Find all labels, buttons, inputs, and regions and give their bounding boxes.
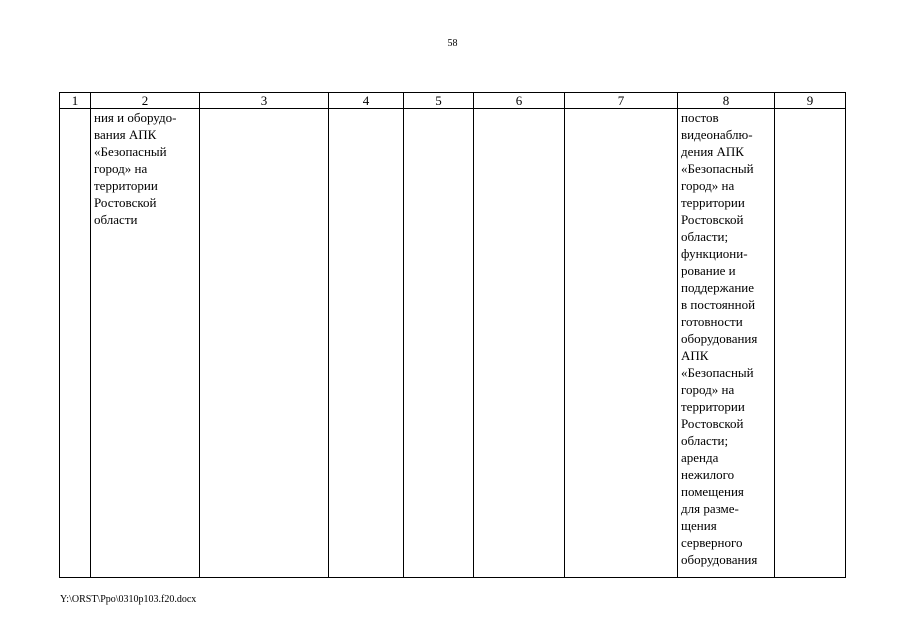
table-cell-col5	[404, 109, 474, 578]
page-number: 58	[447, 38, 458, 49]
table-cell-col1	[60, 109, 91, 578]
column-header-6: 6	[474, 93, 565, 109]
column-header-1: 1	[60, 93, 91, 109]
table-cell-col6	[474, 109, 565, 578]
column-header-3: 3	[200, 93, 329, 109]
column-header-5: 5	[404, 93, 474, 109]
table-cell-col2	[91, 109, 200, 578]
table-cell-col7	[565, 109, 678, 578]
document-table	[59, 92, 846, 578]
table-cell-col8	[678, 109, 775, 578]
column-header-8: 8	[678, 93, 775, 109]
table-cell-col9	[775, 109, 846, 578]
footer-file-path: Y:\ORST\Ppo\0310p103.f20.docx	[60, 594, 197, 605]
table-cell-col4	[329, 109, 404, 578]
column-header-4: 4	[329, 93, 404, 109]
table-header-row	[60, 93, 846, 109]
column-header-7: 7	[565, 93, 678, 109]
table-cell-col3	[200, 109, 329, 578]
column-header-2: 2	[91, 93, 200, 109]
column-header-9: 9	[775, 93, 846, 109]
cell-text-col2: ния и оборудо- вания АПК «Безопасный город» на территории Ростовской области	[94, 110, 177, 227]
table-row	[60, 109, 846, 578]
cell-text-col8: постов видеонаблю- дения АПК «Безопасный город» на территории Ростовской области; функциони- рование и поддержание в постоянной готовности оборудования АПК «Безопасный город» на территории Ростовской области; аренда нежилого помещения для разме- щения серверного оборудования	[681, 110, 758, 567]
